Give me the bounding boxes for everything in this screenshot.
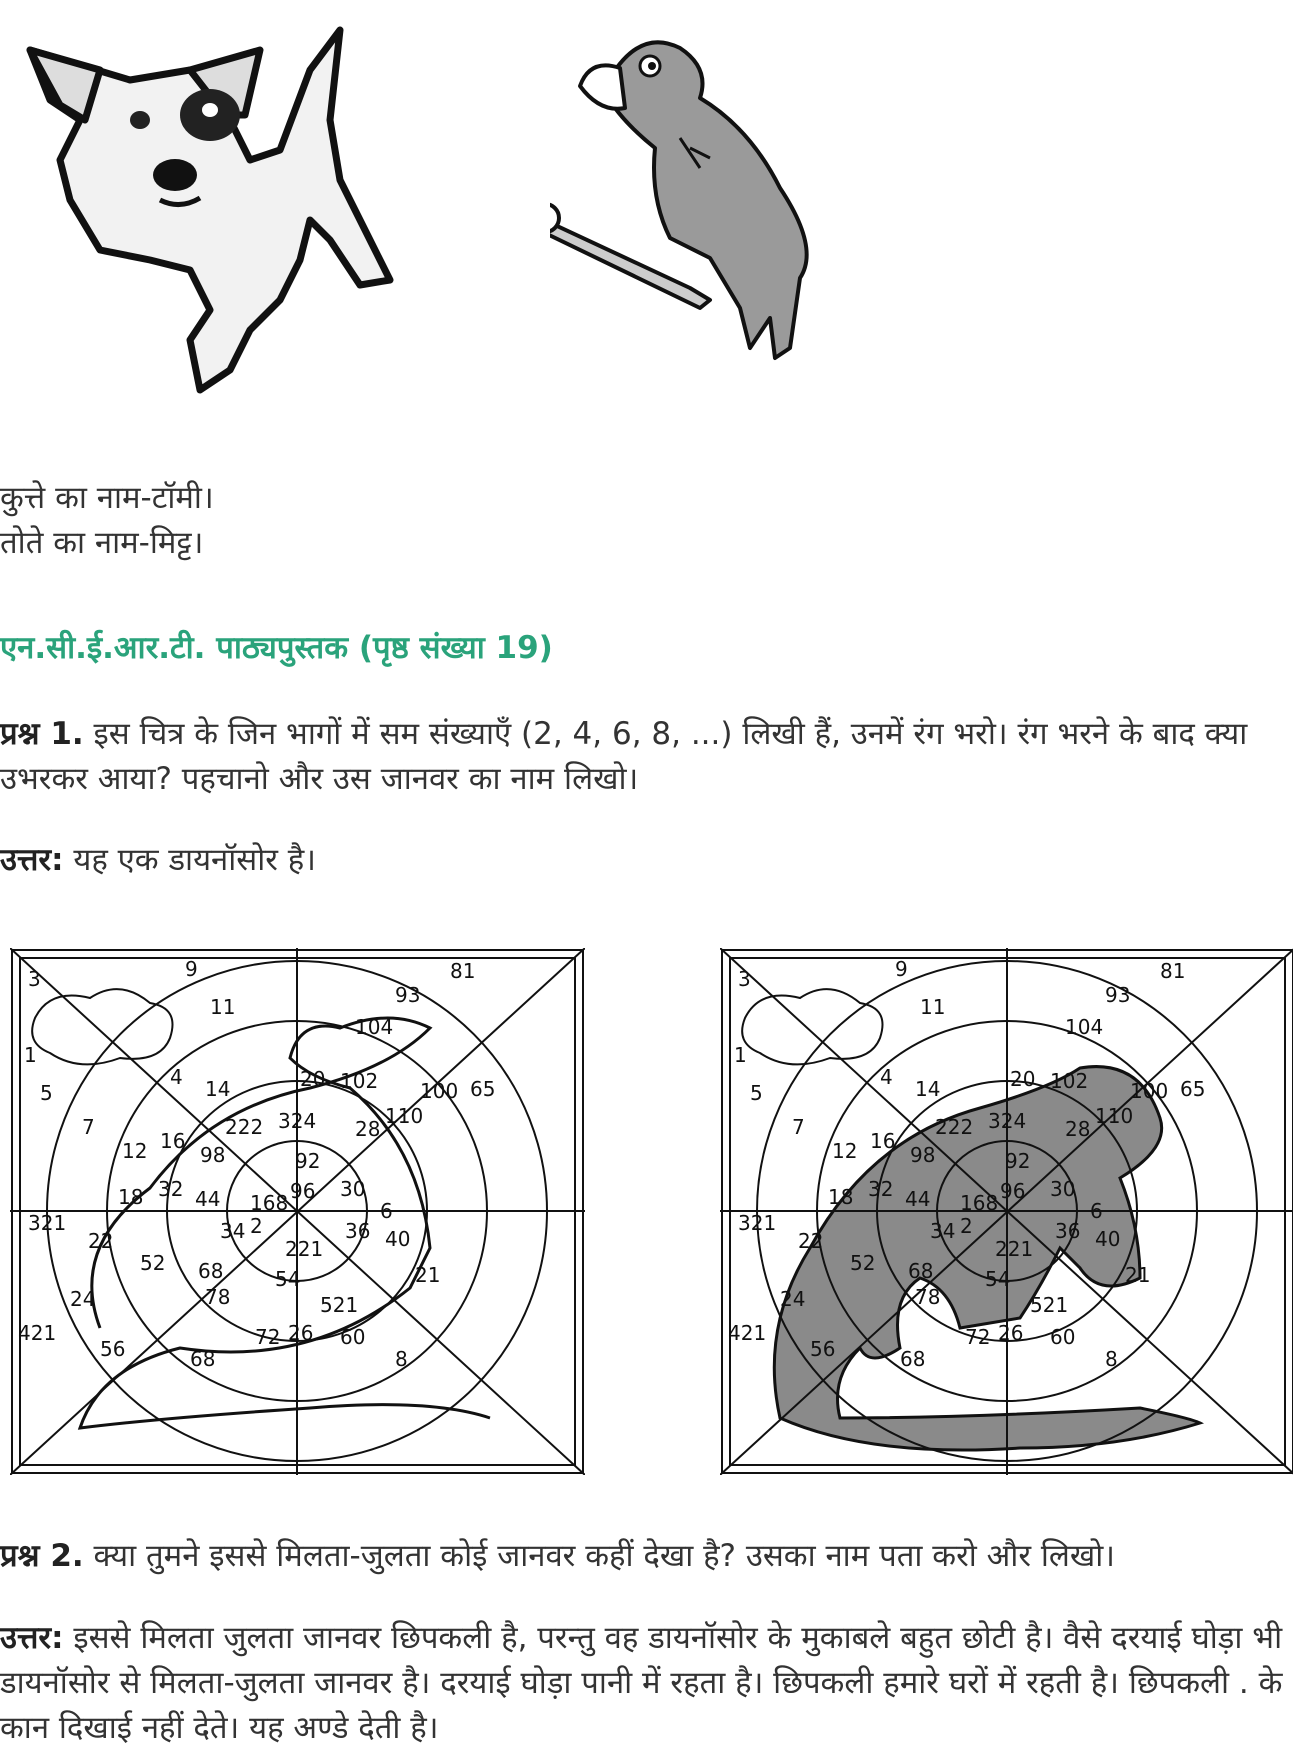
question-2-text: क्या तुमने इससे मिलता-जुलता कोई जानवर कहीं देखा है? उसका नाम पता करो और लिखो। xyxy=(83,1538,1116,1574)
puzzle-number: 20 xyxy=(300,1067,326,1091)
puzzle-number: 40 xyxy=(385,1227,411,1251)
question-1-text: इस चित्र के जिन भागों में सम संख्याएँ (2, 4, 6, 8, ...) लिखी हैं, उनमें रंग भरो। रंग भरने के बाद क्या उभरकर आया? पहचानो और उस जानवर का नाम लिखो। xyxy=(0,716,1248,797)
puzzle-number: 6 xyxy=(1090,1199,1103,1223)
puzzle-number: 168 xyxy=(250,1191,289,1215)
puzzle-number: 34 xyxy=(220,1219,246,1243)
answer-2-label: उत्तर: xyxy=(0,1620,64,1656)
puzzle-number: 96 xyxy=(1000,1179,1026,1203)
puzzle-number: 24 xyxy=(70,1287,96,1311)
puzzle-number: 72 xyxy=(255,1325,281,1349)
puzzle-number: 21 xyxy=(1125,1263,1151,1287)
puzzle-number: 20 xyxy=(1010,1067,1036,1091)
puzzle-number: 92 xyxy=(1005,1149,1031,1173)
puzzle-number: 521 xyxy=(320,1293,359,1317)
puzzle-number: 52 xyxy=(140,1251,166,1275)
puzzle-number: 421 xyxy=(728,1321,767,1345)
puzzle-number: 4 xyxy=(880,1065,893,1089)
puzzle-number: 8 xyxy=(1105,1347,1118,1371)
puzzle-number: 6 xyxy=(380,1199,393,1223)
puzzle-number: 26 xyxy=(288,1321,314,1345)
puzzle-number: 56 xyxy=(810,1337,836,1361)
puzzle-uncolored xyxy=(10,948,585,1475)
puzzle-number: 22 xyxy=(798,1229,824,1253)
puzzle-number: 72 xyxy=(965,1325,991,1349)
puzzle-number: 1 xyxy=(734,1043,747,1067)
puzzle-number: 11 xyxy=(920,995,946,1019)
puzzle-number: 93 xyxy=(1105,983,1131,1007)
question-2 xyxy=(0,1534,1285,1579)
puzzle-number: 21 xyxy=(415,1263,441,1287)
parrot-illustration xyxy=(550,18,890,418)
puzzle-number: 12 xyxy=(122,1139,148,1163)
puzzle-number: 30 xyxy=(1050,1177,1076,1201)
puzzle-number: 8 xyxy=(395,1347,408,1371)
puzzle-number: 221 xyxy=(995,1237,1034,1261)
puzzle-number: 104 xyxy=(1065,1015,1104,1039)
puzzle-number: 34 xyxy=(930,1219,956,1243)
puzzle-number: 100 xyxy=(420,1079,459,1103)
answer-1 xyxy=(0,838,1285,883)
puzzle-number: 60 xyxy=(340,1325,366,1349)
section-heading: एन.सी.ई.आर.टी. पाठ्यपुस्तक (पृष्ठ संख्या 19) xyxy=(0,630,553,666)
puzzle-number: 4 xyxy=(170,1065,183,1089)
dog-name-caption: कुत्ते का नाम-टॉमी। xyxy=(0,480,214,516)
parrot-name-caption: तोते का नाम-मिट्ट। xyxy=(0,525,204,561)
puzzle-number: 3 xyxy=(28,967,41,991)
puzzle-number: 22 xyxy=(88,1229,114,1253)
question-1-label: प्रश्न 1. xyxy=(0,716,84,752)
puzzle-number: 102 xyxy=(1050,1069,1089,1093)
puzzle-number: 12 xyxy=(832,1139,858,1163)
puzzle-number: 65 xyxy=(1180,1077,1206,1101)
puzzle-number: 54 xyxy=(275,1267,301,1291)
puzzle-number: 54 xyxy=(985,1267,1011,1291)
answer-1-text: यह एक डायनॉसोर है। xyxy=(63,842,317,878)
answer-1-label: उत्तर: xyxy=(0,842,64,878)
puzzle-number: 16 xyxy=(160,1129,186,1153)
puzzle-number: 5 xyxy=(40,1081,53,1105)
puzzle-number: 81 xyxy=(450,959,476,983)
puzzle-number: 24 xyxy=(780,1287,806,1311)
puzzle-number: 222 xyxy=(935,1115,974,1139)
puzzle-number: 30 xyxy=(340,1177,366,1201)
puzzle-number: 110 xyxy=(1095,1104,1134,1128)
puzzle-number: 16 xyxy=(870,1129,896,1153)
puzzle-number: 324 xyxy=(278,1109,317,1133)
puzzle-number: 32 xyxy=(158,1177,184,1201)
puzzle-number: 36 xyxy=(345,1219,371,1243)
puzzle-number: 100 xyxy=(1130,1079,1169,1103)
puzzle-number: 65 xyxy=(470,1077,496,1101)
puzzle-number: 7 xyxy=(792,1115,805,1139)
puzzle-number: 98 xyxy=(910,1143,936,1167)
puzzle-number: 18 xyxy=(118,1185,144,1209)
dog-illustration xyxy=(0,10,420,420)
puzzle-number: 11 xyxy=(210,995,236,1019)
puzzle-number: 321 xyxy=(738,1211,777,1235)
puzzle-number: 9 xyxy=(895,957,908,981)
puzzle-number: 26 xyxy=(998,1321,1024,1345)
puzzle-number: 7 xyxy=(82,1115,95,1139)
puzzle-number: 60 xyxy=(1050,1325,1076,1349)
puzzle-number: 68 xyxy=(900,1347,926,1371)
puzzle-number: 110 xyxy=(385,1104,424,1128)
puzzle-number: 102 xyxy=(340,1069,379,1093)
puzzle-number: 32 xyxy=(868,1177,894,1201)
puzzle-number: 5 xyxy=(750,1081,763,1105)
puzzle-number: 168 xyxy=(960,1191,999,1215)
puzzle-number: 40 xyxy=(1095,1227,1121,1251)
puzzle-number: 81 xyxy=(1160,959,1186,983)
puzzle-number: 14 xyxy=(915,1077,941,1101)
puzzle-number: 222 xyxy=(225,1115,264,1139)
question-1 xyxy=(0,712,1285,802)
puzzle-number: 93 xyxy=(395,983,421,1007)
puzzle-number: 96 xyxy=(290,1179,316,1203)
puzzle-number: 104 xyxy=(355,1015,394,1039)
puzzle-number: 68 xyxy=(198,1259,224,1283)
puzzle-number: 78 xyxy=(205,1285,231,1309)
question-2-label: प्रश्न 2. xyxy=(0,1538,84,1574)
puzzle-number: 28 xyxy=(355,1117,381,1141)
puzzle-number: 68 xyxy=(908,1259,934,1283)
puzzle-number: 321 xyxy=(28,1211,67,1235)
puzzle-number: 324 xyxy=(988,1109,1027,1133)
puzzle-number: 3 xyxy=(738,967,751,991)
puzzle-number: 36 xyxy=(1055,1219,1081,1243)
puzzle-number: 14 xyxy=(205,1077,231,1101)
puzzle-number: 68 xyxy=(190,1347,216,1371)
puzzle-colored-dinosaur xyxy=(720,948,1293,1475)
puzzle-number: 28 xyxy=(1065,1117,1091,1141)
puzzle-number: 1 xyxy=(24,1043,37,1067)
puzzle-number: 2 xyxy=(960,1214,973,1238)
puzzle-number: 521 xyxy=(1030,1293,1069,1317)
puzzle-number: 44 xyxy=(195,1187,221,1211)
puzzle-number: 221 xyxy=(285,1237,324,1261)
puzzle-number: 78 xyxy=(915,1285,941,1309)
answer-2-text: इससे मिलता जुलता जानवर छिपकली है, परन्तु वह डायनॉसोर के मुकाबले बहुत छोटी है। वैसे दरयाई घोड़ा भी डायनॉसोर से मिलता-जुलता जानवर है। दरयाई घोड़ा पानी में रहता है। छिपकली हमारे घरों में रहती है। छिपकली . के कान दिखाई नहीं देते। यह अण्डे देती है। xyxy=(0,1620,1283,1746)
puzzle-number: 92 xyxy=(295,1149,321,1173)
puzzle-number: 421 xyxy=(18,1321,57,1345)
puzzle-number: 2 xyxy=(250,1214,263,1238)
answer-2 xyxy=(0,1616,1285,1751)
puzzle-number: 44 xyxy=(905,1187,931,1211)
puzzle-number: 18 xyxy=(828,1185,854,1209)
puzzle-number: 9 xyxy=(185,957,198,981)
puzzle-number: 52 xyxy=(850,1251,876,1275)
puzzle-number: 56 xyxy=(100,1337,126,1361)
puzzle-number: 98 xyxy=(200,1143,226,1167)
